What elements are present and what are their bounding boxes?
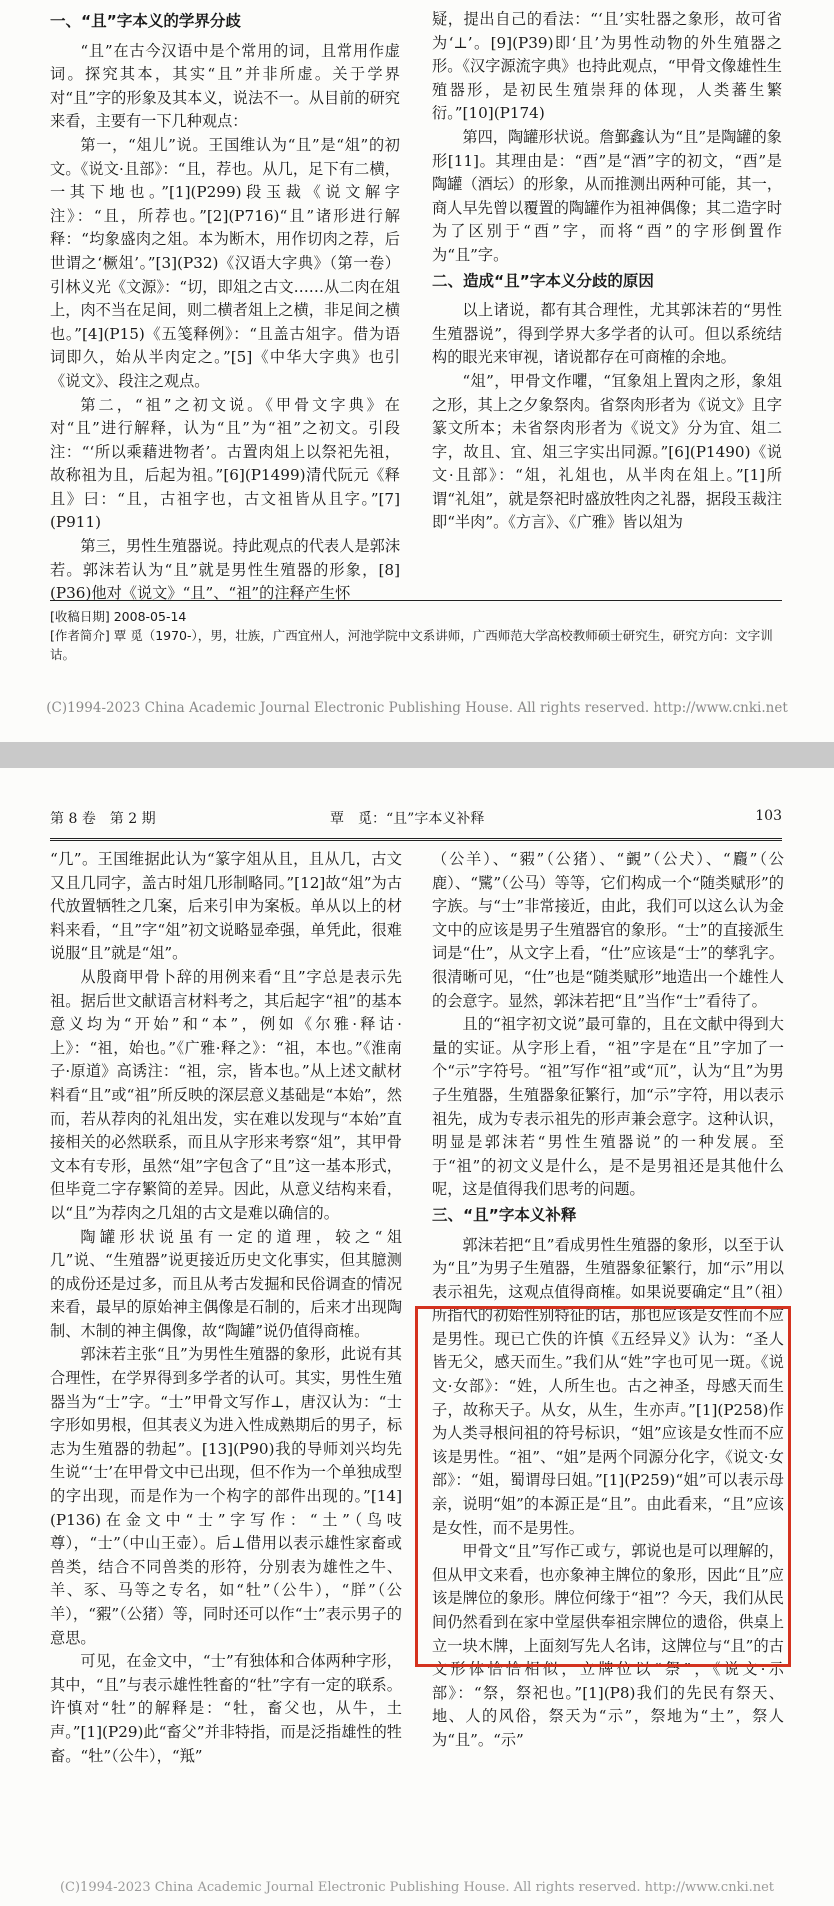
paragraph: “且”在古今汉语中是个常用的词，且常用作虚词。探究其本，其实“且”并非所虚。关于学界对“且”字的形象及其本义，说法不一。从目前的研究来看，主要有一下几种观点： (50, 41, 400, 131)
page-1 (0, 0, 834, 742)
section-heading-3: 三、“且”字本义补释 (432, 1205, 577, 1224)
page-number: 103 (755, 808, 782, 824)
page2-left-column (50, 848, 402, 1768)
page-separator (0, 742, 834, 768)
paragraph: 第三，男性生殖器说。持此观点的代表人是郭沫若。郭沫若认为“且”就是男性生殖器的形象，[8](P36)他对《说文》“且”、“祖”的注释产生怀 (50, 537, 400, 603)
copyright-watermark: (C)1994-2023 China Academic Journal Electronic Publishing House. All rights reserved. http://www.cnki.net (46, 700, 788, 716)
received-date: [收稿日期] 2008-05-14 (50, 609, 187, 624)
paragraph: 甲骨文“且”写作𠀀或𠀁，郭说也是可以理解的，但从甲文来看，也亦象神主牌位的象形，因此“且”应该是牌位的象形。牌位何缘于“祖”？今天，我们从民间仍然看到在家中堂屋供奉祖宗牌位的遗俗，供桌上立一块木牌，上面刻写先人名讳，这牌位与“且”的古文形体恰恰相似，立牌位以“祭”，《说文·示部》：“祭，祭祀也。”[1](P8)我们的先民有祭天、地、人的风俗，祭天为“示”，祭地为“土”，祭人为“且”。“示” (432, 1542, 784, 1749)
paragraph: 且的“祖字初文说”最可靠的，且在文献中得到大量的实证。从字形上看，“祖”字是在“且”字加了一个“示”字符号。“祖”写作“祖”或“𥘅”，认为“且”为男子生殖器，生殖器象征繁行，加“示”字符，用以表示祖先，成为专表示祖先的形声兼会意字。这种认识，明显是郭沫若“男性生殖器说”的一种发展。至于“祖”的初文义是什么，是不是男祖还是其他什么呢，这是值得我们思考的问题。 (432, 1015, 784, 1199)
paragraph: 第一，“俎儿”说。王国维认为“且”是“俎”的初文。《说文·且部》：“且，荐也。从几，足下有二横，一其下地也。”[1](P299)段玉裁《说文解字注》：“且，所荐也。”[2](P716)“且”诸形进行解释：“均象盛肉之俎。本为断木，用作切肉之荐，后世谓之‘橛俎’。”[3](P32)《汉语大字典》（第一卷）引林义光《文源》：“切，即俎之古文……从二肉在俎上，肉不当在足间，则二横者俎上之横，非足间之横也。”[4](P15)《五笺释例》：“且盖古俎字。借为语词即久，始从半肉定之。”[5]《中华大字典》也引《说文》、段注之观点。 (50, 135, 400, 390)
page1-left-column (50, 8, 400, 606)
footnotes (50, 600, 782, 664)
paragraph: 从殷商甲骨卜辞的用例来看“且”字总是表示先祖。据后世文献语言材料考之，其后起字“祖”的基本意义均为“开始”和“本”，例如《尔雅·释诂·上》：“祖，始也。”《广雅·释之》：“祖，本也。”《淮南子·原道》高诱注：“祖，宗，皆本也。”从上述文献材料看“且”或“祖”所反映的深层意义基础是“本始”，然而，若从荐肉的礼俎出发，实在难以发现与“本始”直接相关的必然联系，而且从字形来考察“俎”，其甲骨文本有专形，虽然“俎”字包含了“且”这一基本形式，但毕竟二字存繁简的差异。因此，从意义结构来看，以“且”为荐肉之几俎的古文是难以确信的。 (50, 967, 402, 1222)
section-heading-1: 一、“且”字本义的学界分歧 (50, 12, 241, 30)
paragraph: “俎”，甲骨文作㘗，“冝象俎上置肉之形，象俎之形，其上之夕象祭肉。省祭肉形者为《说文》且字篆文所本；未省祭肉形者为《说文》分为宜、俎二字，故且、宜、俎三字实出同源。”[6](P1490)《说文·且部》：“俎，礼俎也，从半肉在俎上。”[1]所谓“礼俎”，就是祭祀时盛放牲肉之礼器，据段玉裁注即“半肉”。《方言》、《广雅》皆以俎为 (432, 371, 782, 532)
page-2 (0, 768, 834, 1906)
highlighted-paragraph: 郭沫若把“且”看成男性生殖器的象形，以至于认为“且”为男子生殖器，生殖器象征繁行，加“示”用以表示祖先，这观点值得商榷。如果说要确定“且”（祖）所指代的初始性别特征的话，那也应该是女性而不应是男性。现已亡佚的许慎《五经异义》认为：“圣人皆无父，感天而生。”我们从“姓”字也可见一斑。《说文·女部》：“姓，人所生也。古之神圣，母感天而生子，故称天子。从女，从生，生亦声。”[1](P258)作为人类寻根问祖的符号标识，“姐”应该是女性而不应该是男性。“祖”、“姐”是两个同源分化字，《说文·女部》：“姐，蜀谓母曰姐。”[1](P259)“姐”可以表示母亲，说明“姐”的本源正是“且”。由此看来，“且”应该是女性，而不是男性。 (432, 1235, 784, 1537)
page1-right-column (432, 8, 782, 535)
paragraph: 陶罐形状说虽有一定的道理，较之“俎几”说、“生殖器”说更接近历史文化事实，但其臆测的成份还是过多，而且从考古发掘和民俗调查的情况来看，最早的原始神主偶像是石制的，后来才出现陶制、木制的神主偶像，故“陶罐”说仍值得商榷。 (50, 1227, 402, 1340)
page2-right-column (432, 848, 784, 1753)
author-bio: [作者简介] 覃 觅（1970-），男，壮族，广西宜州人，河池学院中文系讲师，广西师范大学高校教师硕士研究生，研究方向：文字训诂。 (50, 628, 773, 662)
paragraph: “几”。王国维据此认为“篆字俎从且，且从几，古文又且几同字，盖古时俎几形制略同。”[12]故“俎”为古代放置牺牲之几案，后来引申为案板。单从以上的材料来看，“且”字“俎”初文说略显牵强，单凭此，很难说服“且”就是“俎”。 (50, 850, 402, 963)
paragraph: 郭沫若主张“且”为男性生殖器的象形，此说有其合理性，在学界得到多学者的认可。其实，男性生殖器当为“士”字。“士”甲骨文写作⊥，唐汉认为：“士字形如男根，但其表义为进入性成熟期后的男子，标志为生殖器的勃起”。[13](P90)我的导师刘兴均先生说“‘士’在甲骨文中已出现，但不作为一个单独成型的字出现，而是作为一个构字的部件出现的。”[14](P136)在金文中“士”字写作：“土”（鸟吱尊），“士”（中山王壶）。后⊥借用以表示雄性家畜或兽类，结合不同兽类的形符，分别表为雄性之牛、羊、豕、马等之专名，如“牡”（公牛），“羘”（公羊），“豭”（公猪）等，同时还可以作“士”表示男子的意思。 (50, 1345, 402, 1647)
running-title: 覃 觅：“且”字本义补释 (330, 811, 485, 827)
paragraph: 可见，在金文中，“士”有独体和合体两种字形，其中，“且”与表示雄性牲畜的“牡”字有一定的联系。许慎对“牡”的解释是：“牡，畜父也，从牛，土声。”[1](P29)此“畜父”并非特指，而是泛指雄性的牲畜。“牡”（公牛），“羝” (50, 1652, 402, 1765)
copyright-watermark: (C)1994-2023 China Academic Journal Electronic Publishing House. All rights reserved. http://www.cnki.net (59, 1880, 775, 1895)
journal-issue: 第 8 卷 第 2 期 (50, 811, 156, 827)
paragraph: 第二，“祖”之初文说。《甲骨文字典》在对“且”进行解释，认为“且”为“祖”之初文。引段注：“‘所以乘藉进物者’。古置肉俎上以祭祀先祖，故称祖为且，后起为祖。”[6](P1499)清代阮元《释且》曰：“且，古祖字也，古文祖皆从且字。”[7](P911) (50, 395, 400, 532)
running-header (50, 808, 782, 830)
section-heading-2: 二、造成“且”字本义分歧的原因 (432, 271, 654, 290)
header-rule (50, 838, 782, 841)
paragraph: （公羊）、“豭”（公猪）、“䚒”（公犬）、“麚”（公鹿）、“騭”（公马）等等，它们构成一个“随类赋形”的字族。与“士”非常接近，由此，我们可以这么认为金文中的应该是男子生殖器官的象形。“士”的直接派生词是“仕”，从文字上看，“仕”应该是“士”的孳乳字。很清晰可见，“仕”也是“随类赋形”地造出一个雄性人的会意字。显然，郭沫若把“且”当作“士”看待了。 (432, 850, 784, 1010)
paragraph: 第四，陶罐形状说。詹鄞鑫认为“且”是陶罐的象形[11]。其理由是：“酉”是“酒”字的初文，“酉”是陶罐（酒坛）的形象，从而推测出两种可能，其一，商人早先曾以覆置的陶罐作为祖神偶像；其二造字时为了区别于“酉”字，而将“酉”的字形倒置作为“且”字。 (432, 127, 782, 264)
paragraph: 疑，提出自己的看法：“‘且’实牡器之象形，故可省为‘⊥’。[9](P39)即‘且’为男性动物的外生殖器之形。《汉字源流字典》也持此观点，“甲骨文像雄性生殖器形，是初民生殖崇拜的体现，人类蕃生繁衍。”[10](P174) (432, 10, 782, 123)
paragraph: 以上诸说，都有其合理性，尤其郭沫若的“男性生殖器说”，得到学界大多学者的认可。但以系统结构的眼光来审视，诸说都存在可商榷的余地。 (432, 301, 782, 367)
